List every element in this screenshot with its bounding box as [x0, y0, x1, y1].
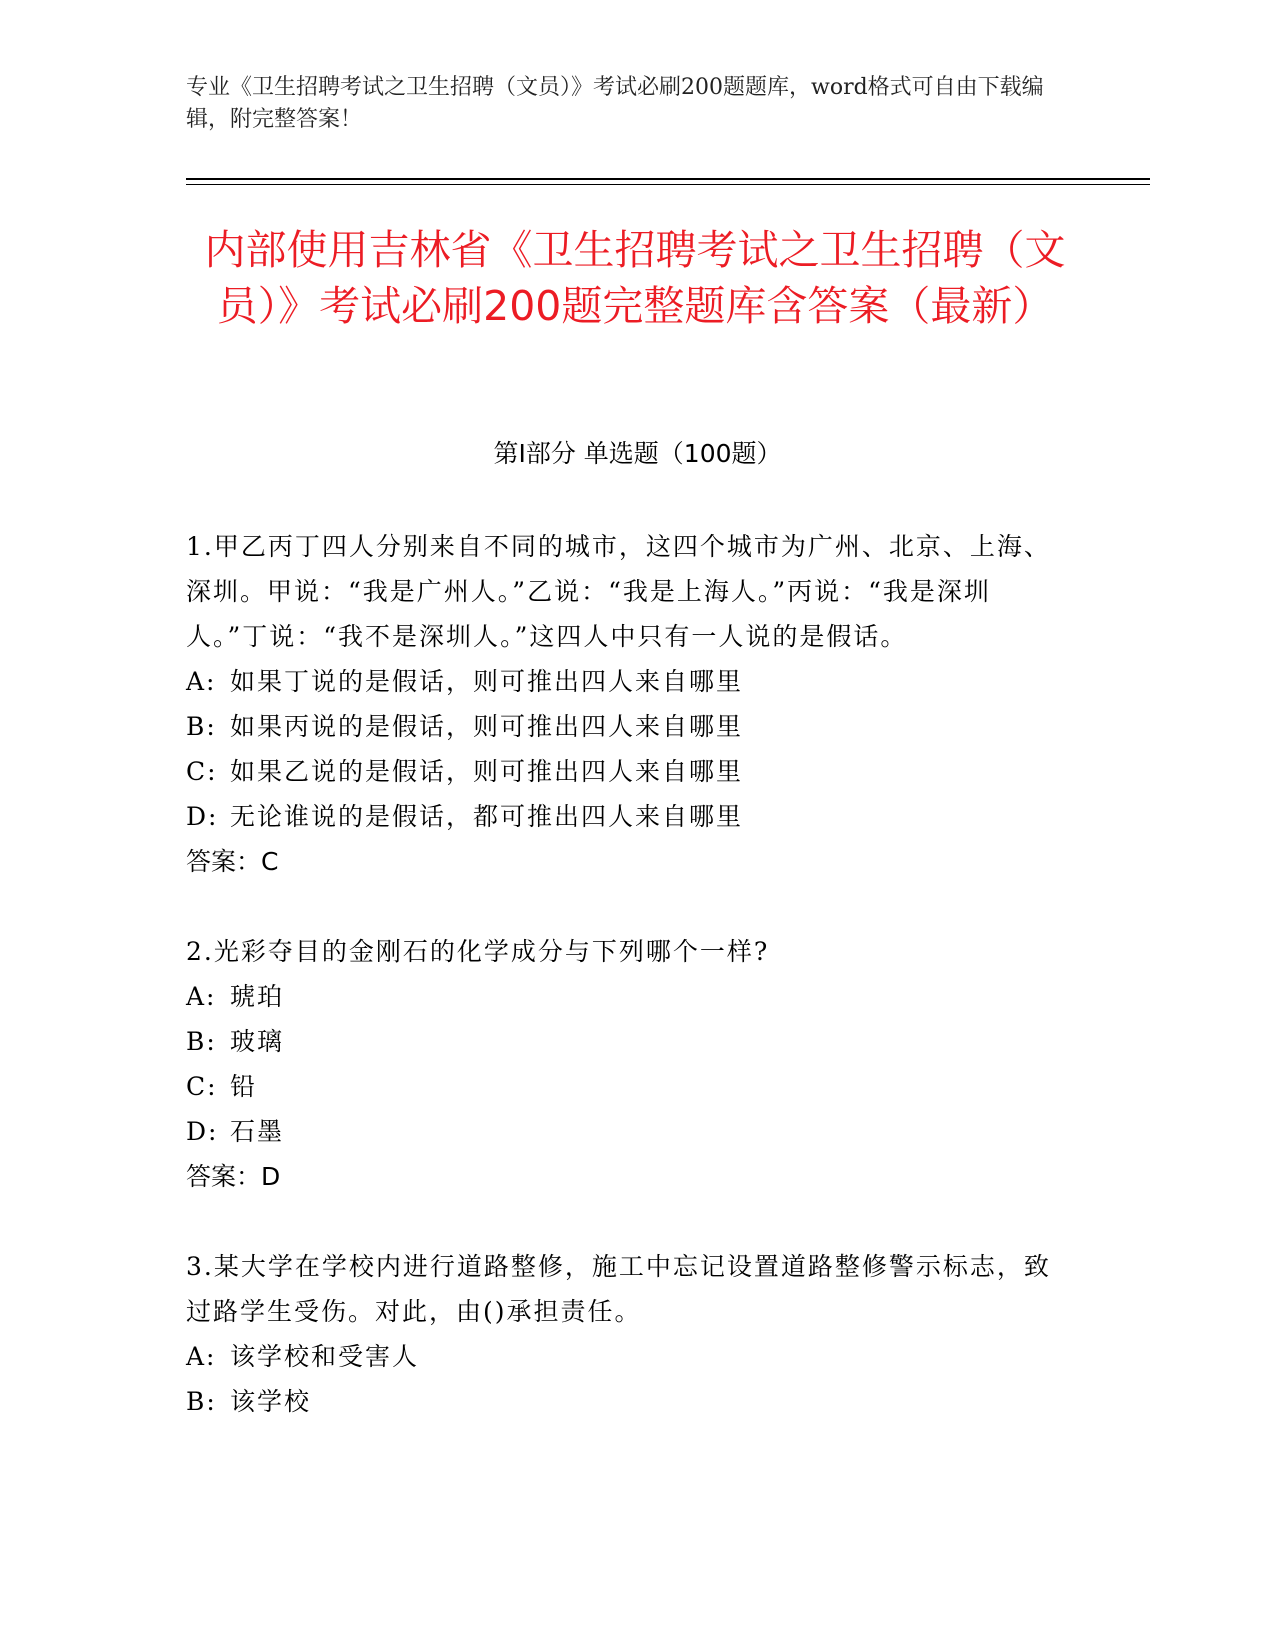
- question-option: [186, 704, 1066, 749]
- option-text: 玻璃: [230, 1027, 285, 1056]
- question-option: [186, 974, 1066, 1019]
- section-title: 第Ⅰ部分 单选题（100题）: [493, 439, 782, 468]
- question-option: [186, 1019, 1066, 1064]
- question-option: [186, 659, 1066, 704]
- question-1: [186, 524, 1066, 884]
- header-note: 专业《卫生招聘考试之卫生招聘（文员）》考试必刷200题题库，word格式可自由下载编辑，附完整答案！: [186, 75, 1044, 132]
- option-label: D:: [186, 1117, 219, 1146]
- option-text: 无论谁说的是假话，都可推出四人来自哪里: [230, 802, 744, 831]
- question-2: [186, 929, 1066, 1199]
- question-option: [186, 794, 1066, 839]
- option-label: B:: [186, 1027, 217, 1056]
- option-text: 铅: [230, 1072, 258, 1101]
- answer-line: 答案：C: [186, 847, 279, 876]
- option-label: A:: [186, 1342, 217, 1371]
- option-label: C:: [186, 1072, 218, 1101]
- question-option: [186, 1109, 1066, 1154]
- option-label: C:: [186, 757, 218, 786]
- question-list: [186, 524, 1066, 1469]
- question-stem: 3.某大学在学校内进行道路整修，施工中忘记设置道路整修警示标志，致过路学生受伤。对此，由()承担责任。: [186, 1252, 1051, 1326]
- question-stem: 1.甲乙丙丁四人分别来自不同的城市，这四个城市为广州、北京、上海、深圳。甲说：“我是广州人。”乙说：“我是上海人。”丙说：“我是深圳人。”丁说：“我不是深圳人。”这四人中只有一人说的是假话。: [186, 532, 1051, 651]
- option-label: A:: [186, 982, 217, 1011]
- question-option: [186, 1334, 1066, 1379]
- option-label: B:: [186, 1387, 217, 1416]
- question-option: [186, 749, 1066, 794]
- option-text: 如果丙说的是假话，则可推出四人来自哪里: [230, 712, 744, 741]
- option-text: 如果乙说的是假话，则可推出四人来自哪里: [230, 757, 744, 786]
- question-stem: 2.光彩夺目的金刚石的化学成分与下列哪个一样?: [186, 937, 770, 966]
- question-option: [186, 1064, 1066, 1109]
- option-text: 琥珀: [230, 982, 285, 1011]
- option-label: D:: [186, 802, 219, 831]
- question-option: [186, 1379, 1066, 1424]
- question-3: [186, 1244, 1066, 1424]
- answer-line: 答案：D: [186, 1162, 281, 1191]
- option-text: 如果丁说的是假话，则可推出四人来自哪里: [230, 667, 744, 696]
- option-text: 该学校: [230, 1387, 312, 1416]
- header-divider-thin: [186, 184, 1150, 185]
- option-text: 该学校和受害人: [230, 1342, 420, 1371]
- option-label: A:: [186, 667, 217, 696]
- document-title: 内部使用吉林省《卫生招聘考试之卫生招聘（文员）》考试必刷200题完整题库含答案（最新）: [204, 226, 1066, 330]
- option-label: B:: [186, 712, 217, 741]
- header-divider-thick: [186, 178, 1150, 180]
- option-text: 石墨: [230, 1117, 285, 1146]
